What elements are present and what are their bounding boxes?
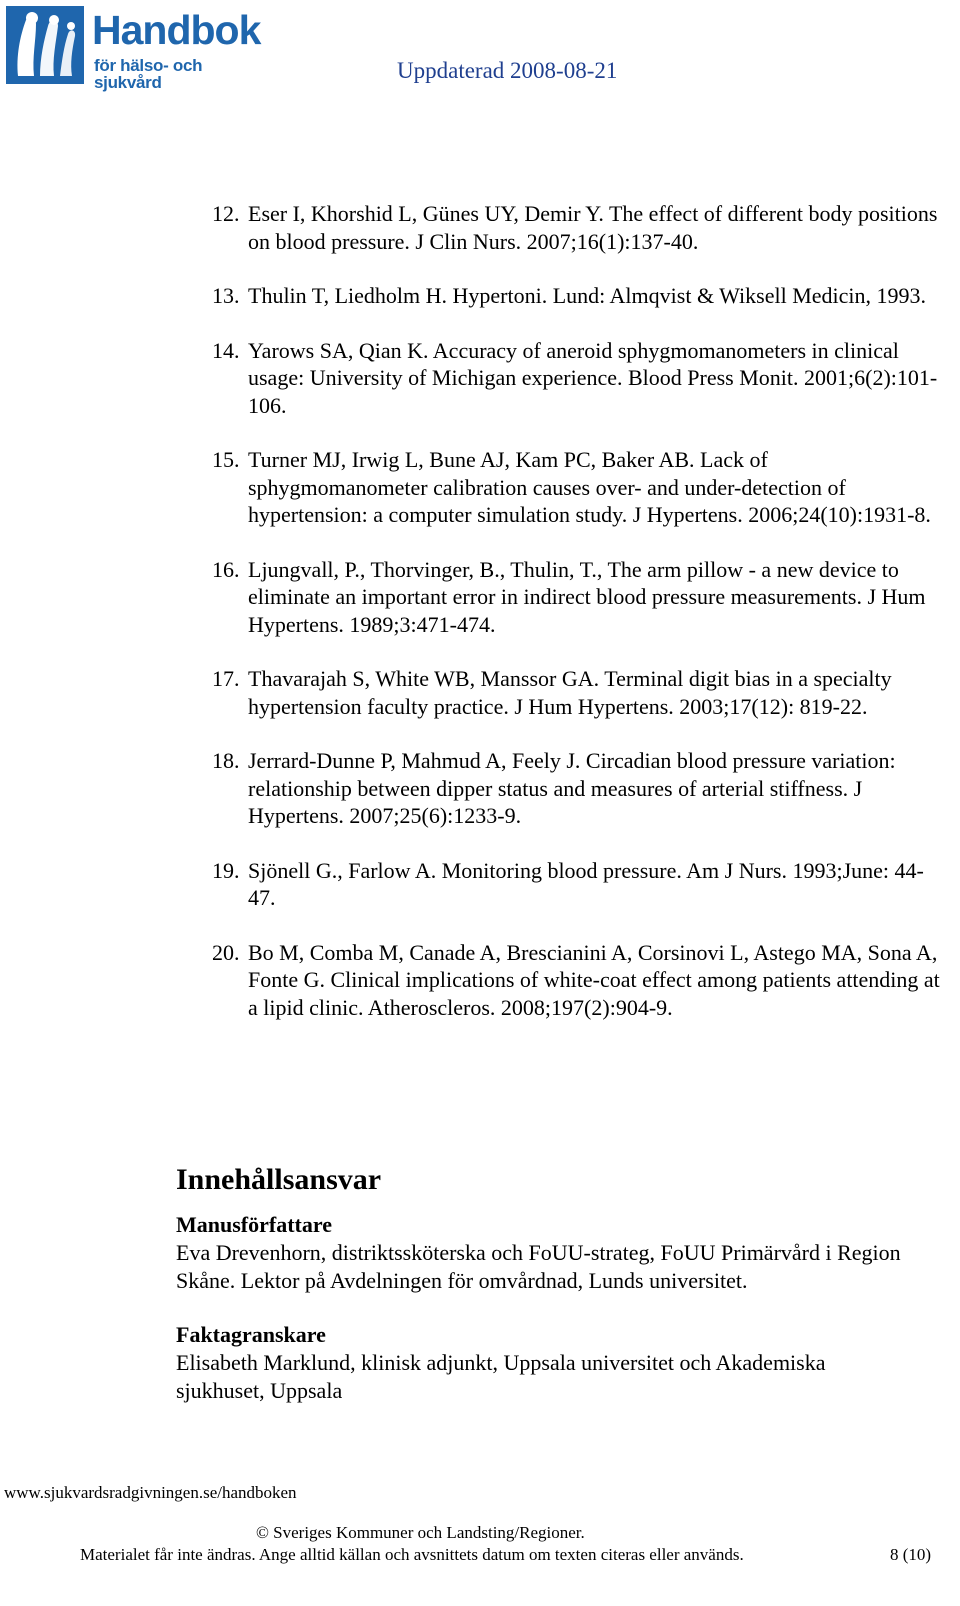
reference-number: 12. [212,201,240,226]
reference-number: 20. [212,939,240,965]
reference-number: 16. [212,556,240,582]
reference-item [212,200,942,255]
reference-number: 18. [212,748,240,773]
reference-text: Eser I, Khorshid L, Günes UY, Demir Y. The effect of different body positions on blood pressure. J Clin Nurs. 2007;16(1):137-40. [248,201,938,254]
reference-item [212,939,942,1022]
reference-item [212,282,942,310]
reference-number: 15. [212,447,240,472]
footer-note: Materialet får inte ändras. Ange alltid källan och avsnittets datum om texten citeras eller används. [80,1545,744,1564]
author-text: Eva Drevenhorn, distriktssköterska och FoUU-strateg, FoUU Primärvård i Region Skåne. Lektor på Avdelningen för omvårdnad, Lunds universitet. [176,1240,901,1293]
footer-copyright: © Sveriges Kommuner och Landsting/Regioner. [256,1523,585,1542]
reviewer-text: Elisabeth Marklund, klinisk adjunkt, Uppsala universitet och Akademiska sjukhuset, Uppsala [176,1350,826,1403]
page-number: 8 (10) [890,1545,932,1564]
reference-text: Thavarajah S, White WB, Manssor GA. Terminal digit bias in a specialty hypertension faculty practice. J Hum Hypertens. 2003;17(12): 819-22. [248,666,892,719]
reference-item [212,857,942,912]
reference-item [212,665,942,720]
reference-item [212,747,942,830]
reference-number: 14. [212,337,240,363]
footer-url: www.sjukvardsradgivningen.se/handboken [4,1483,297,1502]
logo-subtitle: för hälso- och sjukvård [94,56,203,92]
reference-item [212,446,942,529]
handbok-logo [6,6,274,92]
reference-text: Turner MJ, Irwig L, Bune AJ, Kam PC, Baker AB. Lack of sphygmomanometer calibration causes over- and under-detection of hypertension: a computer simulation study. J Hypertens. 2006;24(10):1931-8. [248,447,931,527]
reference-number: 19. [212,857,240,883]
reference-text: Yarows SA, Qian K. Accuracy of aneroid sphygmomanometers in clinical usage: University of Michigan experience. Blood Press Monit. 2001;6(2):101-106. [248,337,938,418]
reviewer-label: Faktagranskare [176,1322,326,1347]
reference-text: Jerrard-Dunne P, Mahmud A, Feely J. Circadian blood pressure variation: relationship between dipper status and measures of arterial stiffness. J Hypertens. 2007;25(6):1233-9. [248,748,896,828]
author-label: Manusförfattare [176,1212,332,1237]
updated-date: Uppdaterad 2008-08-21 [397,58,618,83]
reference-list [212,200,942,1048]
reference-number: 13. [212,283,240,308]
reference-item [212,556,942,639]
reference-text: Thulin T, Liedholm H. Hypertoni. Lund: Almqvist & Wiksell Medicin, 1993. [248,283,927,308]
figures-icon [6,6,84,84]
reference-item [212,337,942,420]
reference-text: Ljungvall, P., Thorvinger, B., Thulin, T., The arm pillow - a new device to eliminate an important error in indirect blood pressure measurements. J Hum Hypertens. 1989;3:471-474. [248,556,926,637]
logo-title: Handbok [92,7,261,53]
section-title: Innehållsansvar [176,1163,382,1196]
logo-emblem [6,6,84,84]
reference-text: Bo M, Comba M, Canade A, Brescianini A, Corsinovi L, Astego MA, Sona A, Fonte G. Clinical implications of white-coat effect among patients attending at a lipid clinic. Atheroscleros. 2008;197(2):904-9. [248,939,940,1020]
reference-number: 17. [212,666,240,691]
reference-text: Sjönell G., Farlow A. Monitoring blood pressure. Am J Nurs. 1993;June: 44-47. [248,857,924,910]
